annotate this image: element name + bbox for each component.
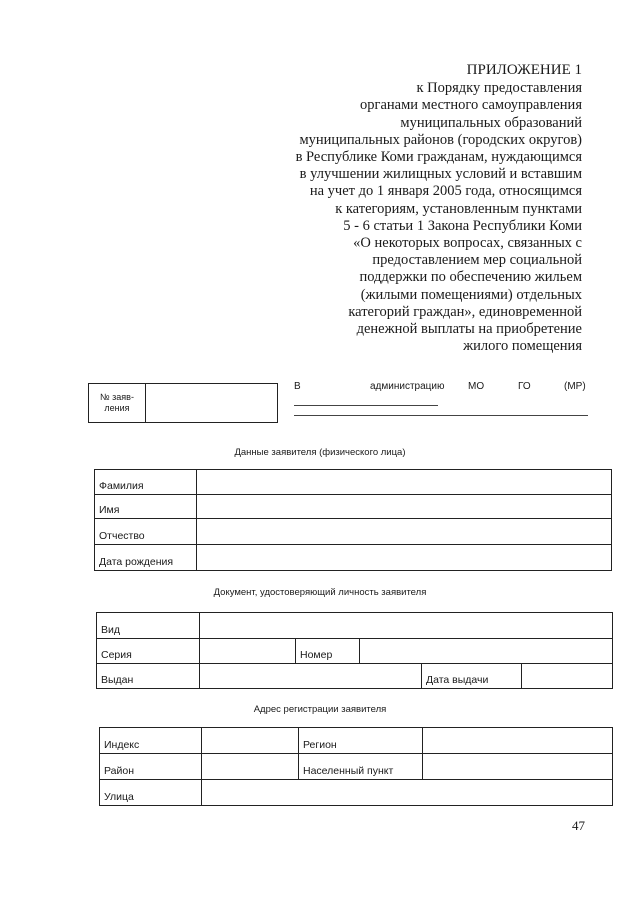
- table-row: [100, 754, 613, 780]
- street-label: Улица: [100, 780, 202, 806]
- table-row: [97, 613, 613, 639]
- applicant-section-title: Данные заявителя (физического лица): [234, 447, 406, 458]
- addressee-prefix: В: [294, 381, 301, 392]
- header-line: в улучшении жилищных условий и вставшим: [299, 166, 582, 183]
- district-label: Район: [100, 754, 202, 780]
- application-number-label: № заяв- ления: [89, 384, 146, 422]
- region-field[interactable]: [423, 728, 613, 754]
- administration-word: администрацию: [370, 381, 445, 392]
- first-name-field[interactable]: [197, 495, 612, 519]
- table-row: [95, 519, 612, 545]
- table-row: [95, 470, 612, 495]
- district-field[interactable]: [202, 754, 299, 780]
- issued-by-label: Выдан: [97, 664, 200, 689]
- go-label: ГО: [518, 381, 531, 392]
- header-line: жилого помещения: [463, 338, 582, 355]
- index-label: Индекс: [100, 728, 202, 754]
- administration-line[interactable]: [294, 405, 438, 406]
- table-row: [95, 545, 612, 571]
- number-label: Номер: [296, 639, 360, 664]
- header-line: поддержки по обеспечению жильем: [359, 269, 582, 286]
- patronymic-field[interactable]: [197, 519, 612, 545]
- patronymic-label: Отчество: [95, 519, 197, 545]
- mr-label: (МР): [564, 381, 586, 392]
- header-line: муниципальных районов (городских округов): [299, 131, 582, 148]
- locality-label: Населенный пункт: [299, 754, 423, 780]
- appendix-header: [242, 62, 582, 355]
- table-row: [95, 495, 612, 519]
- page-number: 47: [572, 818, 585, 833]
- series-label: Серия: [97, 639, 200, 664]
- birth-date-label: Дата рождения: [95, 545, 197, 571]
- table-row: [100, 780, 613, 806]
- header-line: предоставлением мер социальной: [372, 252, 582, 269]
- issue-date-field[interactable]: [522, 664, 613, 689]
- number-field[interactable]: [360, 639, 613, 664]
- identity-document-table: [96, 612, 613, 689]
- header-line: категорий граждан», единовременной: [348, 303, 582, 320]
- issue-date-label: Дата выдачи: [422, 664, 522, 689]
- identity-section-title: Документ, удостоверяющий личность заявителя: [213, 587, 427, 598]
- surname-field[interactable]: [197, 470, 612, 495]
- birth-date-field[interactable]: [197, 545, 612, 571]
- header-line: денежной выплаты на приобретение: [356, 321, 582, 338]
- surname-label: Фамилия: [95, 470, 197, 495]
- header-line: (жилыми помещениями) отдельных: [360, 286, 582, 303]
- table-row: [97, 639, 613, 664]
- header-line: «О некоторых вопросах, связанных с: [353, 235, 582, 252]
- header-line: муниципальных образований: [400, 114, 582, 131]
- table-row: [97, 664, 613, 689]
- locality-field[interactable]: [423, 754, 613, 780]
- header-line: в Республике Коми гражданам, нуждающимся: [295, 149, 582, 166]
- application-number-field[interactable]: [146, 384, 277, 422]
- header-line: 5 - 6 статьи 1 Закона Республики Коми: [343, 217, 582, 234]
- region-label: Регион: [299, 728, 423, 754]
- administration-addressee: [292, 381, 588, 421]
- first-name-label: Имя: [95, 495, 197, 519]
- applicant-table: [94, 469, 612, 571]
- mo-label: МО: [468, 381, 485, 392]
- header-line: к категориям, установленным пунктами: [335, 200, 582, 217]
- series-field[interactable]: [200, 639, 296, 664]
- header-line: на учет до 1 января 2005 года, относящимся: [309, 183, 582, 200]
- index-field[interactable]: [202, 728, 299, 754]
- table-row: [100, 728, 613, 754]
- address-section-title: Адрес регистрации заявителя: [253, 704, 387, 715]
- header-line: к Порядку предоставления: [416, 80, 582, 97]
- appendix-title: ПРИЛОЖЕНИЕ 1: [466, 62, 582, 78]
- header-line: органами местного самоуправления: [360, 97, 582, 114]
- application-number-box: [88, 383, 278, 423]
- administration-line[interactable]: [294, 415, 588, 416]
- registration-address-table: [99, 727, 613, 806]
- street-field[interactable]: [202, 780, 613, 806]
- doc-type-label: Вид: [97, 613, 200, 639]
- doc-type-field[interactable]: [200, 613, 613, 639]
- issued-by-field[interactable]: [200, 664, 422, 689]
